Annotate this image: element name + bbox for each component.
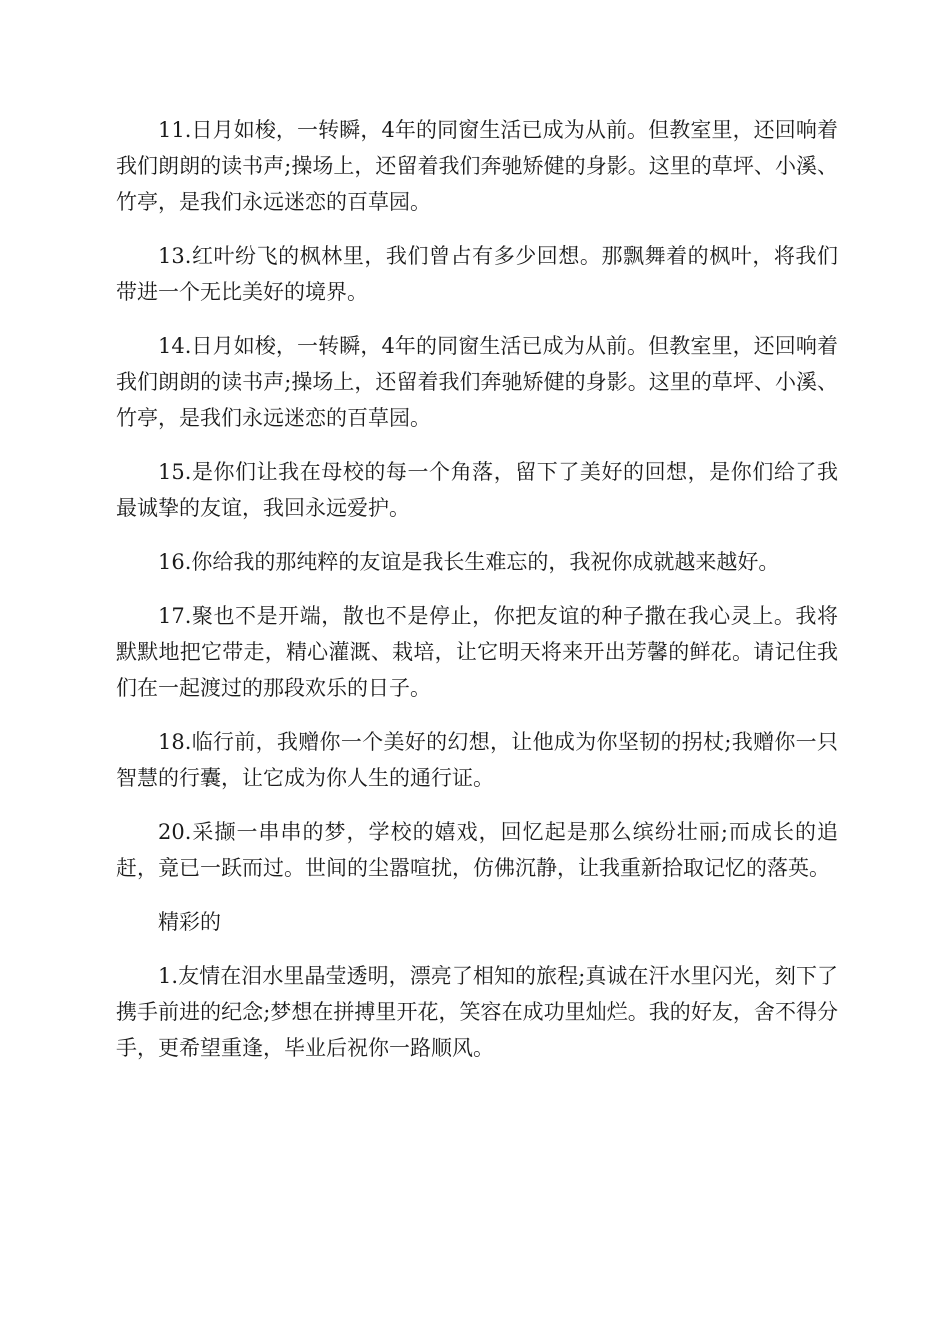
paragraph-16: 16.你给我的那纯粹的友谊是我长生难忘的，我祝你成就越来越好。 <box>158 550 780 574</box>
paragraph-11: 11.日月如梭，一转瞬，4年的同窗生活已成为从前。但教室里，还回响着我们朗朗的读书声;操场上，还留着我们奔驰矫健的身影。这里的草坪、小溪、竹亭，是我们永远迷恋的百草园。 <box>116 118 838 214</box>
paragraph-20: 20.采撷一串串的梦，学校的嬉戏，回忆起是那么缤纷壮丽;而成长的追赶，竟已一跃而过。世间的尘嚣喧扰，仿佛沉静，让我重新拾取记忆的落英。 <box>116 820 838 880</box>
paragraph-15: 15.是你们让我在母校的每一个角落，留下了美好的回想，是你们给了我最诚挚的友谊，我回永远爱护。 <box>116 460 838 520</box>
document-body <box>116 112 838 1084</box>
section-heading: 精彩的 <box>158 910 221 934</box>
paragraph-14: 14.日月如梭，一转瞬，4年的同窗生活已成为从前。但教室里，还回响着我们朗朗的读书声;操场上，还留着我们奔驰矫健的身影。这里的草坪、小溪、竹亭，是我们永远迷恋的百草园。 <box>116 334 838 430</box>
paragraph-18: 18.临行前，我赠你一个美好的幻想，让他成为你坚韧的拐杖;我赠你一只智慧的行囊，让它成为你人生的通行证。 <box>116 730 838 790</box>
paragraph-1: 1.友情在泪水里晶莹透明，漂亮了相知的旅程;真诚在汗水里闪光，刻下了携手前进的纪念;梦想在拼搏里开花，笑容在成功里灿烂。我的好友，舍不得分手，更希望重逢，毕业后祝你一路顺风。 <box>116 964 838 1060</box>
paragraph-13: 13.红叶纷飞的枫林里，我们曾占有多少回想。那飘舞着的枫叶，将我们带进一个无比美好的境界。 <box>116 244 838 304</box>
paragraph-17: 17.聚也不是开端，散也不是停止，你把友谊的种子撒在我心灵上。我将默默地把它带走，精心灌溉、栽培，让它明天将来开出芳馨的鲜花。请记住我们在一起渡过的那段欢乐的日子。 <box>116 604 838 700</box>
